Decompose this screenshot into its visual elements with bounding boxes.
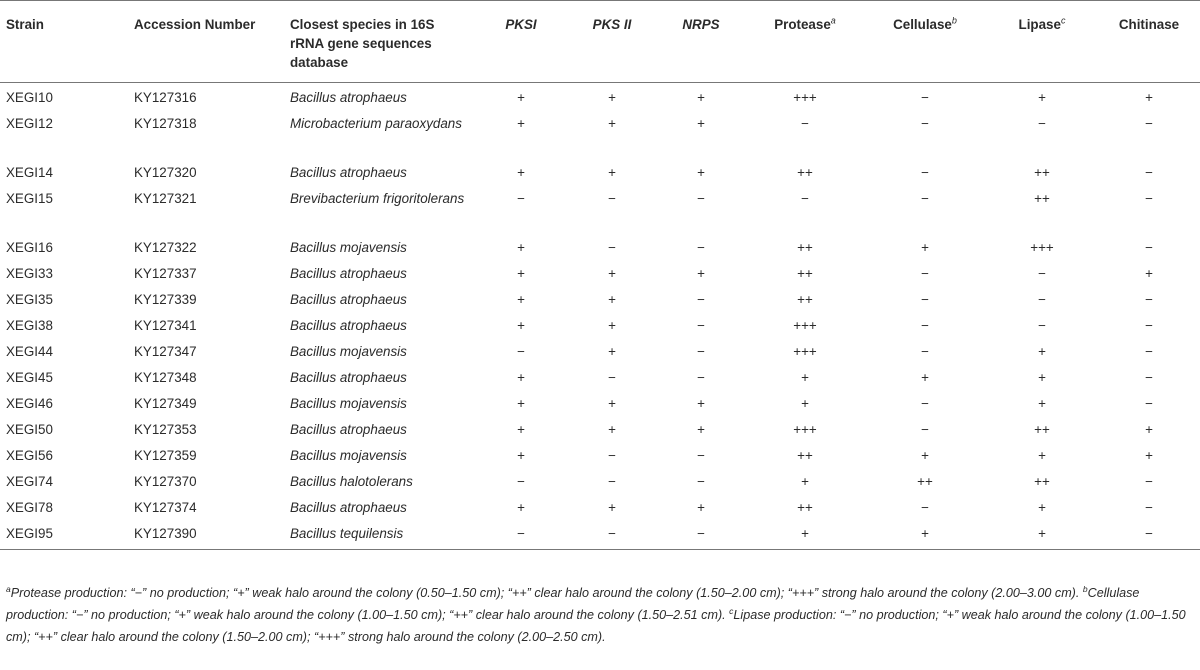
cell-lipase: −: [1038, 318, 1046, 333]
cell-pks-ii: −: [608, 474, 616, 489]
cell-cellulase: +: [921, 240, 929, 255]
cell-lipase: +: [1038, 344, 1046, 359]
cell-strain: XEGI46: [6, 396, 53, 411]
cell-pks-ii: +: [608, 266, 616, 281]
cell-nrps: −: [697, 191, 705, 206]
header-label: PKSI: [505, 17, 537, 32]
cell-strain: XEGI16: [6, 240, 53, 255]
cell-accession-number: KY127341: [134, 318, 197, 333]
cell-accession-number: KY127318: [134, 116, 197, 131]
cell-strain: XEGI45: [6, 370, 53, 385]
footnote-mark: a: [6, 583, 11, 594]
cell-protease: +: [801, 474, 809, 489]
cell-chitinase: −: [1145, 116, 1153, 131]
footnote-mark: c: [729, 605, 734, 616]
cell-pksi: +: [517, 266, 525, 281]
cell-pksi: +: [517, 240, 525, 255]
footnote-marker: a: [830, 15, 836, 26]
table-row: [0, 263, 1200, 289]
cell-strain: XEGI14: [6, 165, 53, 180]
footnote-text: Cellulase production: “−” no production; “+” weak halo around the colony (1.00–1.50 cm); “++” clear halo around the colony (1.50–2.51 cm).: [6, 586, 1140, 622]
table-row: [0, 341, 1200, 367]
cell-pksi: +: [517, 370, 525, 385]
cell-protease: +: [801, 370, 809, 385]
cell-lipase: +: [1038, 90, 1046, 105]
cell-closest-species: Bacillus atrophaeus: [290, 318, 407, 333]
cell-pks-ii: +: [608, 116, 616, 131]
cell-pks-ii: +: [608, 344, 616, 359]
cell-pks-ii: +: [608, 422, 616, 437]
header-label: PKS II: [592, 17, 632, 32]
header-pks-ii: [568, 1, 656, 83]
cell-protease: ++: [797, 448, 813, 463]
cell-lipase: +++: [1030, 240, 1054, 255]
cell-protease: −: [801, 116, 809, 131]
cell-cellulase: −: [921, 318, 929, 333]
cell-accession-number: KY127339: [134, 292, 197, 307]
cell-pks-ii: +: [608, 396, 616, 411]
cell-strain: XEGI95: [0, 523, 128, 550]
cell-strain: XEGI33: [6, 266, 53, 281]
cell-protease: +++: [793, 90, 817, 105]
cell-protease: ++: [797, 500, 813, 515]
cell-strain: XEGI74: [6, 474, 53, 489]
cell-closest-species: Bacillus atrophaeus: [290, 266, 407, 281]
cell-nrps: +: [697, 396, 705, 411]
cell-lipase: +: [1038, 448, 1046, 463]
cell-pks-ii: −: [608, 448, 616, 463]
cell-protease: ++: [797, 165, 813, 180]
cell-chitinase: +: [1145, 90, 1153, 105]
cell-accession-number: KY127322: [134, 240, 197, 255]
cell-strain: XEGI50: [6, 422, 53, 437]
cell-closest-species: Bacillus mojavensis: [290, 396, 407, 411]
cell-accession-number: KY127320: [134, 165, 197, 180]
footnotes: [6, 582, 1192, 648]
cell-pks-ii: −: [608, 191, 616, 206]
cell-accession-number: KY127316: [134, 90, 197, 105]
cell-accession-number: KY127390: [128, 523, 284, 550]
footnote-text: Protease production: “−” no production; “+” weak halo around the colony (0.50–1.50 cm); “++” clear halo around the colony (1.50–2.00 cm); “+++” strong halo around the colony (2.00–3.00 cm).: [10, 586, 1083, 600]
cell-closest-species: Bacillus halotolerans: [290, 474, 413, 489]
cell-nrps: −: [697, 318, 705, 333]
header-label: Protease: [774, 17, 831, 32]
cell-chitinase: −: [1145, 500, 1153, 515]
cell-pksi: +: [517, 90, 525, 105]
cell-nrps: +: [697, 422, 705, 437]
cell-strain: XEGI35: [6, 292, 53, 307]
cell-accession-number: KY127359: [134, 448, 197, 463]
cell-nrps: +: [697, 500, 705, 515]
cell-closest-species: Bacillus atrophaeus: [290, 422, 407, 437]
header-strain: [0, 1, 128, 83]
cell-protease: +++: [793, 318, 817, 333]
cell-closest-species: Brevibacterium frigoritolerans: [290, 191, 465, 206]
cell-strain: XEGI44: [6, 344, 53, 359]
cell-pks-ii: −: [608, 370, 616, 385]
footnote-marker: c: [1060, 15, 1066, 26]
cell-lipase: ++: [1034, 422, 1050, 437]
cell-chitinase: −: [1145, 240, 1153, 255]
cell-chitinase: −: [1145, 292, 1153, 307]
header-label: NRPS: [682, 17, 720, 32]
cell-nrps: +: [697, 165, 705, 180]
cell-accession-number: KY127374: [134, 500, 197, 515]
cell-lipase: −: [1038, 116, 1046, 131]
cell-closest-species: Bacillus atrophaeus: [290, 370, 407, 385]
cell-pksi: +: [517, 116, 525, 131]
cell-nrps: −: [656, 523, 746, 550]
cell-accession-number: KY127349: [134, 396, 197, 411]
cell-closest-species: Microbacterium paraoxydans: [290, 116, 462, 131]
cell-chitinase: +: [1145, 422, 1153, 437]
table-row: [0, 393, 1200, 419]
cell-lipase: +: [1038, 500, 1046, 515]
table-header: [0, 1, 1200, 83]
footnote-text: Lipase production: “−” no production; “+” weak halo around the colony (1.00–1.50 cm); “++” clear halo around the colony (1.50–2.00 cm); “+++” strong halo around the colony (2.00–2.50 cm).: [6, 608, 1186, 644]
cell-cellulase: +: [864, 523, 986, 550]
cell-protease: ++: [797, 240, 813, 255]
table-row: [0, 367, 1200, 393]
header-label: Accession Number: [134, 17, 256, 32]
cell-protease: ++: [797, 292, 813, 307]
header-row: [0, 1, 1200, 83]
cell-lipase: ++: [1034, 165, 1050, 180]
cell-closest-species: Bacillus mojavensis: [290, 344, 407, 359]
header-lipase: [986, 1, 1098, 83]
cell-lipase: +: [1038, 396, 1046, 411]
header-cellulase: [864, 1, 986, 83]
cell-accession-number: KY127337: [134, 266, 197, 281]
cell-nrps: −: [697, 240, 705, 255]
cell-protease: +++: [793, 344, 817, 359]
cell-pksi: +: [517, 396, 525, 411]
cell-accession-number: KY127347: [134, 344, 197, 359]
cell-protease: ++: [797, 266, 813, 281]
cell-closest-species: Bacillus atrophaeus: [290, 500, 407, 515]
cell-lipase: +: [986, 523, 1098, 550]
cell-protease: −: [801, 191, 809, 206]
cell-lipase: −: [1038, 292, 1046, 307]
header-protease: [746, 1, 864, 83]
header-chitinase: [1098, 1, 1200, 83]
table-row: [0, 188, 1200, 237]
cell-pksi: +: [517, 292, 525, 307]
cell-cellulase: −: [921, 191, 929, 206]
cell-strain: XEGI56: [6, 448, 53, 463]
cell-chitinase: −: [1145, 396, 1153, 411]
cell-strain: XEGI38: [6, 318, 53, 333]
footnote-mark: b: [1082, 583, 1088, 594]
cell-nrps: −: [697, 292, 705, 307]
cell-cellulase: −: [921, 396, 929, 411]
cell-pksi: +: [517, 422, 525, 437]
cell-cellulase: ++: [917, 474, 933, 489]
cell-cellulase: −: [921, 292, 929, 307]
cell-pksi: +: [517, 448, 525, 463]
cell-pks-ii: +: [608, 90, 616, 105]
header-label: Closest species in 16S rRNA gene sequences database: [290, 17, 435, 70]
table-row: [0, 445, 1200, 471]
cell-nrps: +: [697, 90, 705, 105]
header-closest-species: [284, 1, 474, 83]
cell-cellulase: −: [921, 422, 929, 437]
cell-chitinase: −: [1145, 165, 1153, 180]
cell-strain: XEGI12: [6, 116, 53, 131]
table-row: [0, 471, 1200, 497]
table-body: [0, 83, 1200, 550]
cell-accession-number: KY127370: [134, 474, 197, 489]
cell-chitinase: −: [1098, 523, 1200, 550]
cell-chitinase: −: [1145, 191, 1153, 206]
cell-closest-species: Bacillus atrophaeus: [290, 292, 407, 307]
cell-cellulase: −: [921, 116, 929, 131]
header-label: Strain: [6, 17, 44, 32]
cell-pksi: −: [474, 523, 568, 550]
cell-chitinase: −: [1145, 474, 1153, 489]
cell-protease: +: [801, 396, 809, 411]
cell-chitinase: −: [1145, 370, 1153, 385]
header-pksi: [474, 1, 568, 83]
cell-cellulase: −: [921, 500, 929, 515]
cell-closest-species: Bacillus atrophaeus: [290, 90, 407, 105]
cell-nrps: +: [697, 116, 705, 131]
cell-nrps: −: [697, 370, 705, 385]
cell-accession-number: KY127321: [134, 191, 197, 206]
cell-strain: XEGI15: [6, 191, 53, 206]
cell-lipase: +: [1038, 370, 1046, 385]
cell-accession-number: KY127348: [134, 370, 197, 385]
cell-pksi: +: [517, 500, 525, 515]
cell-pksi: −: [517, 191, 525, 206]
table-row: [0, 83, 1200, 114]
cell-cellulase: −: [921, 344, 929, 359]
header-accession-number: [128, 1, 284, 83]
table-row: [0, 419, 1200, 445]
cell-lipase: ++: [1034, 474, 1050, 489]
cell-pks-ii: +: [608, 500, 616, 515]
table-row: [0, 289, 1200, 315]
table-row: [0, 237, 1200, 263]
cell-chitinase: +: [1145, 448, 1153, 463]
cell-pks-ii: +: [608, 292, 616, 307]
cell-nrps: −: [697, 344, 705, 359]
cell-pks-ii: +: [608, 165, 616, 180]
cell-strain: XEGI10: [6, 90, 53, 105]
cell-accession-number: KY127353: [134, 422, 197, 437]
cell-nrps: +: [697, 266, 705, 281]
cell-closest-species: Bacillus mojavensis: [290, 240, 407, 255]
table-row: [0, 162, 1200, 188]
cell-strain: XEGI78: [6, 500, 53, 515]
cell-pksi: +: [517, 165, 525, 180]
cell-pks-ii: −: [568, 523, 656, 550]
cell-chitinase: −: [1145, 344, 1153, 359]
table-row: [0, 113, 1200, 162]
cell-chitinase: +: [1145, 266, 1153, 281]
cell-pksi: −: [517, 344, 525, 359]
cell-pks-ii: +: [608, 318, 616, 333]
footnote-marker: b: [951, 15, 957, 26]
cell-pks-ii: −: [608, 240, 616, 255]
header-nrps: [656, 1, 746, 83]
cell-closest-species: Bacillus tequilensis: [284, 523, 474, 550]
cell-closest-species: Bacillus atrophaeus: [290, 165, 407, 180]
cell-pksi: −: [517, 474, 525, 489]
cell-cellulase: −: [921, 90, 929, 105]
cell-lipase: −: [1038, 266, 1046, 281]
cell-cellulase: −: [921, 266, 929, 281]
cell-cellulase: +: [921, 370, 929, 385]
table-row: [0, 523, 1200, 550]
table-row: [0, 497, 1200, 523]
cell-nrps: −: [697, 448, 705, 463]
cell-closest-species: Bacillus mojavensis: [290, 448, 407, 463]
cell-pksi: +: [517, 318, 525, 333]
cell-protease: +: [746, 523, 864, 550]
cell-nrps: −: [697, 474, 705, 489]
table-row: [0, 315, 1200, 341]
cell-lipase: ++: [1034, 191, 1050, 206]
cell-chitinase: −: [1145, 318, 1153, 333]
cell-protease: +++: [793, 422, 817, 437]
header-label: Cellulase: [893, 17, 952, 32]
cell-cellulase: −: [921, 165, 929, 180]
cell-cellulase: +: [921, 448, 929, 463]
header-label: Chitinase: [1118, 17, 1180, 32]
header-label: Lipase: [1018, 17, 1061, 32]
